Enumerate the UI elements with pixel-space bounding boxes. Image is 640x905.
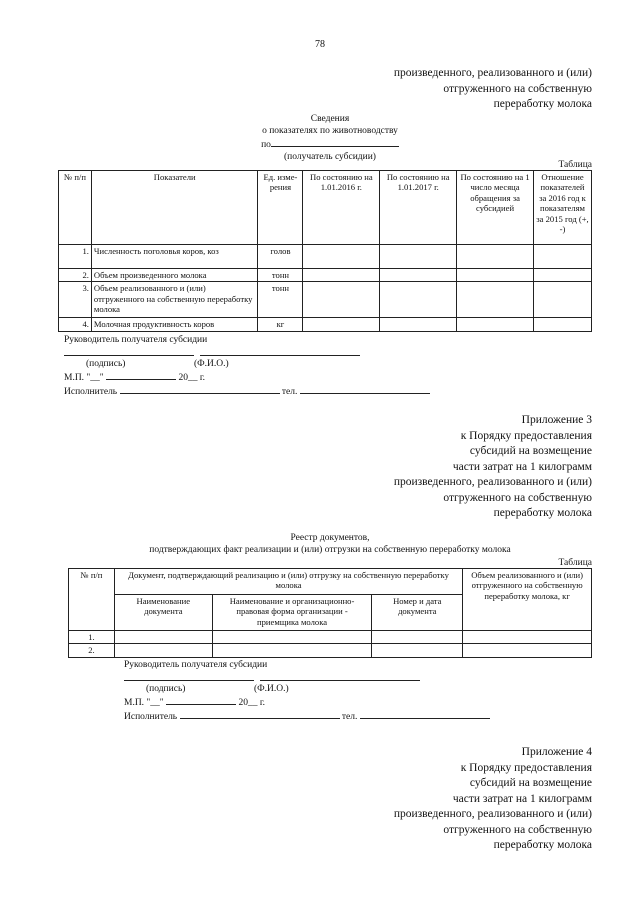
reestr-heading <box>100 532 560 556</box>
col-header-doc-number: Номер и дата документа <box>372 595 463 631</box>
appendix-4-header <box>394 745 592 854</box>
svedenia-po-line <box>200 137 460 151</box>
mp-line <box>64 370 484 384</box>
table-row <box>59 318 592 331</box>
reestr-subtitle: подтверждающих факт реализации и (или) отгрузки на собственную переработку молока <box>149 545 511 555</box>
signature-block-2 <box>124 659 544 723</box>
row-unit: тонн <box>258 269 303 282</box>
cell-empty <box>533 282 591 318</box>
executor-line <box>124 709 544 723</box>
svedenia-heading <box>200 113 460 163</box>
row-num: 1. <box>59 245 92 269</box>
row-indicator: Объем реализованного и (или) отгруженного на собственную переработку молока <box>91 282 258 318</box>
tail-line: отгруженного на собственную <box>443 82 592 95</box>
signature-captions <box>124 683 544 695</box>
appendix-line: Приложение 4 <box>521 746 592 758</box>
col-header-unit: Ед. изме-рения <box>258 171 303 245</box>
mp-label: М.П. "__" <box>64 373 104 383</box>
appendix-line: субсидий на возмещение <box>469 777 592 789</box>
cell-empty <box>457 245 534 269</box>
col-header-num: № п/п <box>59 171 92 245</box>
table-header-row <box>59 171 592 245</box>
tel-blank <box>360 709 490 719</box>
date-blank <box>106 370 176 380</box>
row-indicator: Молочная продуктивность коров <box>91 318 258 331</box>
signature-blank <box>124 671 254 681</box>
podpis-caption: (подпись) <box>146 684 186 694</box>
tel-label: тел. <box>341 712 358 722</box>
executor-blank <box>180 709 340 719</box>
recipient-blank <box>271 137 399 147</box>
signature-blank <box>64 346 194 356</box>
table-row <box>69 644 592 657</box>
svedenia-title: Сведения <box>310 114 350 124</box>
col-header-document: Документ, подтверждающий реализацию и (или) отгрузку на собственную переработку молока <box>114 569 462 595</box>
col-header-month: По состоянию на 1 число месяца обращения за субсидией <box>457 171 534 245</box>
date-blank <box>166 695 236 705</box>
table-header-row <box>69 569 592 595</box>
row-num: 4. <box>59 318 92 331</box>
fio-blank <box>260 671 420 681</box>
appendix-line: субсидий на возмещение <box>469 445 592 457</box>
fio-caption: (Ф.И.О.) <box>254 684 289 694</box>
cell-empty <box>380 282 457 318</box>
table-row <box>59 282 592 318</box>
row-indicator: Численность поголовья коров, коз <box>91 245 258 269</box>
col-header-2017: По состоянию на 1.01.2017 г. <box>380 171 457 245</box>
row-num: 1. <box>69 631 115 644</box>
row-unit: тонн <box>258 282 303 318</box>
row-indicator: Объем произведенного молока <box>91 269 258 282</box>
appendix-line: произведенного, реализованного и (или) <box>393 808 592 820</box>
executor-line <box>64 384 484 398</box>
year-label: 20__ г. <box>178 373 206 383</box>
appendix-line: переработку молока <box>493 507 592 519</box>
documents-registry-table <box>68 568 592 658</box>
head-label: Руководитель получателя субсидии <box>124 660 268 670</box>
appendix-line: к Порядку предоставления <box>460 429 592 442</box>
cell-empty <box>380 269 457 282</box>
appendix-line: отгруженного на собственную <box>443 823 592 836</box>
row-num: 2. <box>59 269 92 282</box>
indicators-table <box>58 170 592 332</box>
tel-label: тел. <box>281 387 298 397</box>
executor-blank <box>120 384 280 394</box>
svedenia-subtitle: о показателях по животноводству <box>262 126 398 136</box>
cell-empty <box>372 644 463 657</box>
col-header-2016: По состоянию на 1.01.2016 г. <box>303 171 380 245</box>
appendix-3-header <box>394 413 592 522</box>
signature-block-1 <box>64 334 484 398</box>
head-label: Руководитель получателя субсидии <box>64 335 208 345</box>
appendix-line: переработку молока <box>493 839 592 851</box>
cell-empty <box>114 644 212 657</box>
reestr-title: Реестр документов, <box>290 533 370 543</box>
col-header-volume: Объем реализованного и (или) отгруженного на собственную переработку молока, кг <box>463 569 592 631</box>
cell-empty <box>303 282 380 318</box>
col-header-doc-name: Наименование документа <box>114 595 212 631</box>
cell-empty <box>212 644 372 657</box>
cell-empty <box>463 631 592 644</box>
cell-empty <box>533 318 591 331</box>
table-row <box>59 245 592 269</box>
mp-line <box>124 695 544 709</box>
table-row <box>59 269 592 282</box>
signature-captions <box>64 358 484 370</box>
fio-caption: (Ф.И.О.) <box>194 359 229 369</box>
row-num: 3. <box>59 282 92 318</box>
signature-lines <box>64 346 484 358</box>
cell-empty <box>212 631 372 644</box>
podpis-caption: (подпись) <box>86 359 126 369</box>
appendix-line: произведенного, реализованного и (или) <box>393 476 592 488</box>
executor-label: Исполнитель <box>64 387 118 397</box>
appendix-line: части затрат на 1 килограмм <box>452 460 592 473</box>
tail-line: произведенного, реализованного и (или) <box>393 67 592 79</box>
cell-empty <box>303 245 380 269</box>
recipient-caption: (получатель субсидии) <box>284 152 376 162</box>
row-num: 2. <box>69 644 115 657</box>
row-unit: кг <box>258 318 303 331</box>
cell-empty <box>114 631 212 644</box>
col-header-organization: Наименование и организационно-правовая форма организации - приемщика молока <box>212 595 372 631</box>
table1-label: Таблица <box>558 160 592 170</box>
previous-appendix-tail <box>394 66 592 113</box>
col-header-ratio: Отношение показателей за 2016 год к показателям за 2015 год (+, -) <box>533 171 591 245</box>
row-unit: голов <box>258 245 303 269</box>
page-number: 78 <box>315 39 325 50</box>
appendix-line: Приложение 3 <box>521 414 592 426</box>
cell-empty <box>372 631 463 644</box>
executor-label: Исполнитель <box>124 712 178 722</box>
cell-empty <box>303 269 380 282</box>
appendix-line: отгруженного на собственную <box>443 491 592 504</box>
cell-empty <box>380 245 457 269</box>
mp-label: М.П. "__" <box>124 698 164 708</box>
cell-empty <box>533 245 591 269</box>
cell-empty <box>533 269 591 282</box>
cell-empty <box>457 318 534 331</box>
signature-lines <box>124 671 544 683</box>
cell-empty <box>463 644 592 657</box>
col-header-indicators: Показатели <box>91 171 258 245</box>
cell-empty <box>457 282 534 318</box>
cell-empty <box>457 269 534 282</box>
po-label: по <box>261 140 271 150</box>
fio-blank <box>200 346 360 356</box>
appendix-line: части затрат на 1 килограмм <box>452 792 592 805</box>
cell-empty <box>380 318 457 331</box>
col-header-num: № п/п <box>69 569 115 631</box>
appendix-line: к Порядку предоставления <box>460 761 592 774</box>
tail-line: переработку молока <box>493 98 592 110</box>
year-label: 20__ г. <box>238 698 266 708</box>
table2-label: Таблица <box>558 558 592 568</box>
cell-empty <box>303 318 380 331</box>
table-row <box>69 631 592 644</box>
tel-blank <box>300 384 430 394</box>
